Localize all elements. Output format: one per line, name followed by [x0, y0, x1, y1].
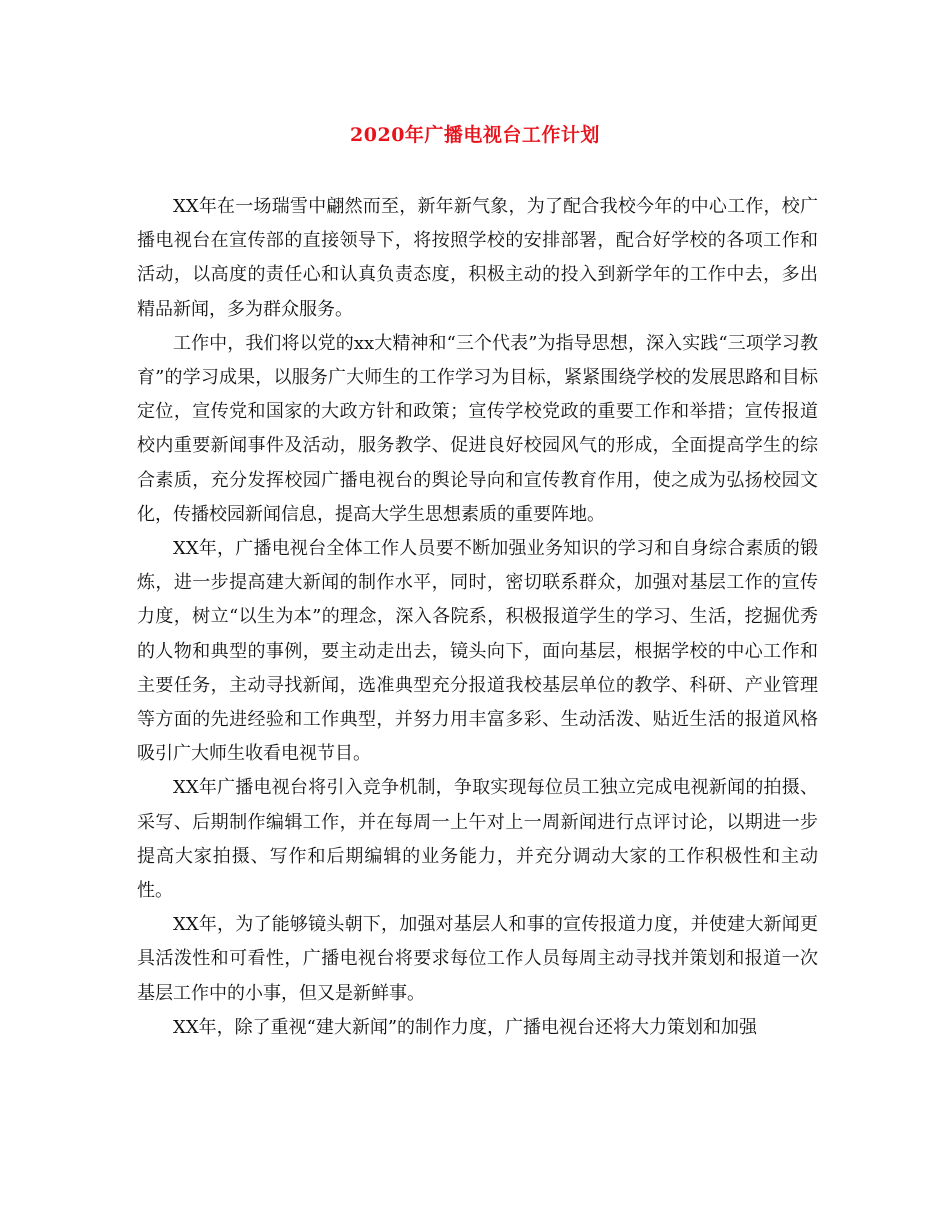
paragraph-guiding-thought: 工作中，我们将以党的xx大精神和“三个代表”为指导思想，深入实践“三项学习教育”的学习成果，以服务广大师生的工作学习为目标，紧紧围绕学校的发展思路和目标定位，宣传党和国家的大政方针和政策；宣传学校党政的重要工作和举措；宣传报道校内重要新闻事件及活动，服务教学、促进良好校园风气的形成，全面提高学生的综合素质，充分发挥校园广播电视台的舆论导向和宣传教育作用，使之成为弘扬校园文化，传播校园新闻信息，提高大学生思想素质的重要阵地。 — [137, 332, 818, 525]
paragraph-grassroots-reporting: XX年，为了能够镜头朝下，加强对基层人和事的宣传报道力度，并使建大新闻更具活泼性和可看性，广播电视台将要求每位工作人员每周主动寻找并策划和报道一次基层工作中的小事，但又是新鲜事。 — [137, 914, 818, 1004]
paragraph-competition-mechanism: XX年广播电视台将引入竞争机制，争取实现每位员工独立完成电视新闻的拍摄、采写、后期制作编辑工作，并在每周一上午对上一周新闻进行点评讨论，以期进一步提高大家拍摄、写作和后期编辑的业务能力，并充分调动大家的工作积极性和主动性。 — [137, 777, 818, 902]
document-title: 2020年广播电视台工作计划 — [350, 124, 600, 146]
document-body — [137, 190, 818, 1045]
paragraph-news-production: XX年，除了重视“建大新闻”的制作力度，广播电视台还将大力策划和加强 — [173, 1016, 758, 1038]
paragraph-staff-training: XX年，广播电视台全体工作人员要不断加强业务知识的学习和自身综合素质的锻炼，进一步提高建大新闻的制作水平，同时，密切联系群众，加强对基层工作的宣传力度，树立“以生为本”的理念，深入各院系，积极报道学生的学习、生活，挖掘优秀的人物和典型的事例，要主动走出去，镜头向下，面向基层，根据学校的中心工作和主要任务，主动寻找新闻，选准典型充分报道我校基层单位的教学、科研、产业管理等方面的先进经验和工作典型，并努力用丰富多彩、生动活泼、贴近生活的报道风格吸引广大师生收看电视节目。 — [137, 538, 818, 765]
paragraph-intro: XX年在一场瑞雪中翩然而至，新年新气象，为了配合我校今年的中心工作，校广播电视台在宣传部的直接领导下，将按照学校的安排部署，配合好学校的各项工作和活动，以高度的责任心和认真负责态度，积极主动的投入到新学年的工作中去，多出精品新闻，多为群众服务。 — [137, 196, 818, 320]
